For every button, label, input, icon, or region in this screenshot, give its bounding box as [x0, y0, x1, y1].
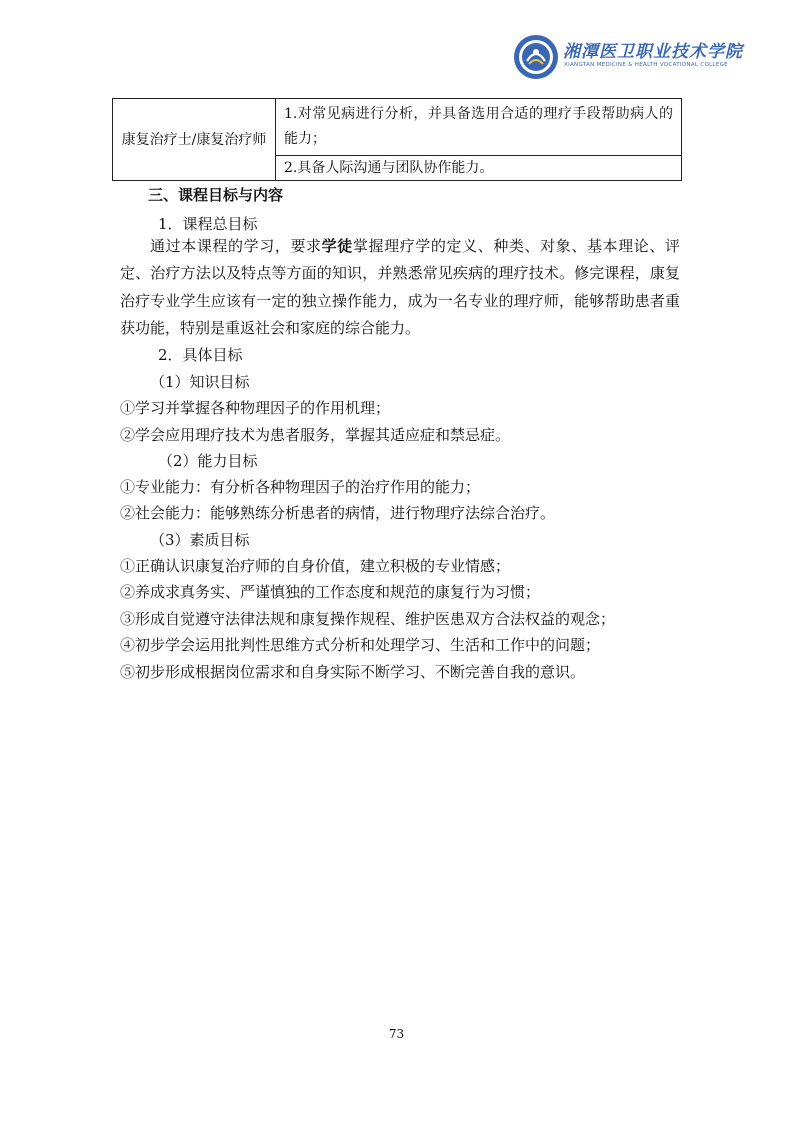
knowledge-item-1: ①学习并掌握各种物理因子的作用机理； — [120, 399, 391, 417]
ability-goal-heading: （2）能力目标 — [158, 452, 258, 470]
knowledge-item-2: ②学会应用理疗技术为患者服务，掌握其适应症和禁忌症。 — [120, 426, 511, 444]
duty-cell-1: 1.对常见病进行分析，并具备选用合适的理疗手段帮助病人的能力； — [276, 99, 682, 156]
college-logo — [513, 34, 743, 80]
role-table — [112, 98, 682, 181]
overall-goal-emphasis: 学徒 — [321, 237, 353, 255]
ability-item-2: ②社会能力：能够熟练分析患者的病情，进行物理疗法综合治疗。 — [120, 504, 556, 522]
overall-goal-paragraph — [120, 233, 680, 342]
college-seal-icon — [513, 34, 559, 80]
page-number: 73 — [388, 1027, 405, 1041]
overall-goal-prefix: 通过本课程的学习，要求 — [150, 237, 322, 255]
knowledge-goal-heading: （1）知识目标 — [150, 373, 250, 391]
quality-item-5: ⑤初步形成根据岗位需求和自身实际不断学习、不断完善自我的意识。 — [120, 663, 586, 681]
quality-goal-heading: （3）素质目标 — [150, 531, 250, 549]
quality-item-1: ①正确认识康复治疗师的自身价值，建立积极的专业情感； — [120, 557, 511, 575]
college-name-cn: 湘潭医卫职业技术学院 — [563, 42, 743, 62]
role-cell: 康复治疗士/康复治疗师 — [113, 99, 276, 181]
quality-item-2: ②养成求真务实、严谨慎独的工作态度和规范的康复行为习惯； — [120, 583, 541, 601]
quality-item-4: ④初步学会运用批判性思维方式分析和处理学习、生活和工作中的问题； — [120, 636, 601, 654]
ability-item-1: ①专业能力：有分析各种物理因子的治疗作用的能力； — [120, 478, 481, 496]
overall-goal-text: 掌握理疗学的定义、种类、对象、基本理论、评定、治疗方法以及特点等方面的知识，并熟悉常见疾病的理疗技术。修完课程，康复治疗专业学生应该有一定的独立操作能力，成为一名专业的理疗师，能够帮助患者重获功能，特别是重返社会和家庭的综合能力。 — [120, 237, 680, 337]
duty-cell-2: 2.具备人际沟通与团队协作能力。 — [276, 156, 682, 181]
college-name-en: XIANGTAN MEDICINE & HEALTH VOCATIONAL COLLEGE — [564, 62, 728, 68]
overall-goal-heading: 1．课程总目标 — [158, 215, 258, 233]
quality-item-3: ③形成自觉遵守法律法规和康复操作规程、维护医患双方合法权益的观念； — [120, 610, 616, 628]
section-title: 三、课程目标与内容 — [148, 186, 284, 204]
specific-goal-heading: 2．具体目标 — [158, 346, 243, 364]
